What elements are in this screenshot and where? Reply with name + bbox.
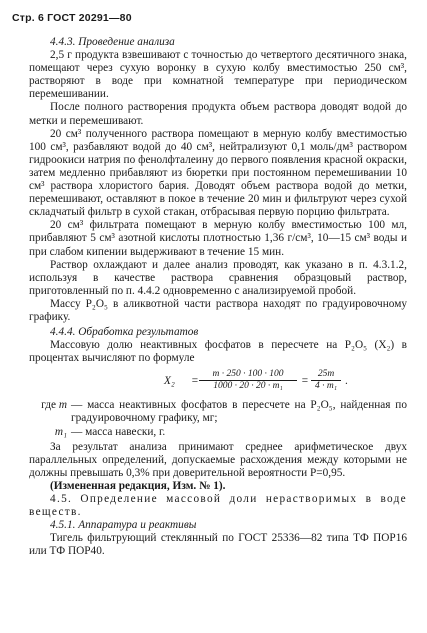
page-header: Стр. 6 ГОСТ 20291—80 bbox=[12, 12, 132, 24]
definition-text: — масса навески, г. bbox=[71, 425, 166, 438]
formula-lhs: X₂ bbox=[164, 375, 175, 388]
section-4-5-1-title: 4.5.1. Аппаратура и реактивы bbox=[50, 519, 197, 532]
paragraph: 20 см³ фильтрата помещают в мерную колбу вместимостью 100 мл, прибавляют 5 см³ азотной кислоты плотностью 1,36 г/см³, 10—15 см³ воды и при слабом кипении выдерживают в течение 15 мин. bbox=[29, 219, 407, 258]
paragraph: Массу P₂O₅ в аликвотной части раствора находят по градуировочному графику. bbox=[29, 297, 407, 323]
formula-end: . bbox=[345, 375, 348, 388]
amendment-note: (Измененная редакция, Изм. № 1). bbox=[50, 479, 226, 492]
fraction-numerator: m · 250 · 100 · 100 bbox=[199, 369, 297, 381]
definition-row bbox=[29, 399, 407, 425]
page-content bbox=[29, 36, 407, 558]
definition-row bbox=[29, 426, 407, 439]
term-symbol: m bbox=[58, 399, 67, 412]
definition-term bbox=[29, 426, 71, 439]
formula-equals: = bbox=[191, 375, 199, 388]
paragraph: Раствор охлаждают и далее анализ проводят, как указано в п. 4.3.1.2, используя в качестве раствора сравнения образцовый раствор, приготовленный по п. 4.4.2 одновременно с анализируемой пробой. bbox=[29, 258, 407, 297]
section-4-5-title: 4.5. Определение массовой доли нерастворимых в воде веществ. bbox=[29, 493, 407, 519]
paragraph: Тигель фильтрующий стеклянный по ГОСТ 25336—82 типа ТФ ПОР16 или ТФ ПОР40. bbox=[29, 532, 407, 558]
definition-term bbox=[29, 399, 71, 425]
formula bbox=[29, 367, 407, 397]
formula-fraction-2 bbox=[311, 369, 341, 392]
definition-text: — масса неактивных фосфатов в пересчете на P₂O₅, найденная по градуировочному графику, мг; bbox=[71, 399, 407, 425]
formula-fraction-1 bbox=[199, 369, 297, 392]
section-4-4-3-title: 4.4.3. Проведение анализа bbox=[50, 36, 175, 48]
term-symbol: m₁ bbox=[54, 425, 67, 438]
paragraph: За результат анализа принимают среднее арифметическое двух параллельных определений, допускаемые расхождения между которыми не должны превышать 0,3% при доверительной вероятности P=0,95. bbox=[29, 440, 407, 479]
paragraph: После полного растворения продукта объем раствора доводят водой до метки и перемешивают. bbox=[29, 101, 407, 127]
section-4-4-4-title: 4.4.4. Обработка результатов bbox=[50, 326, 199, 339]
paragraph: 2,5 г продукта взвешивают с точностью до четвертого десятичного знака, помещают через сухую воронку в сухую колбу вместимостью 250 см³, растворяют в воде при комнатной температуре при периодическом перемешивании. bbox=[29, 49, 407, 101]
fraction-numerator: 25m bbox=[311, 369, 341, 381]
fraction-denominator: 4 · m₁ bbox=[314, 381, 338, 392]
fraction-denominator: 1000 · 20 · 20 · m₁ bbox=[213, 381, 283, 392]
paragraph: Массовую долю неактивных фосфатов в пересчете на P₂O₅ (X₂) в процентах вычисляют по формуле bbox=[29, 339, 407, 365]
paragraph: 20 см³ полученного раствора помещают в мерную колбу вместимостью 100 см³, разбавляют водой до 40 см³, нейтрализуют 0,1 моль/дм³ раствором гидроокиси натрия по фенолфталеину до первого появления красной окраски, затем медленно прибавляют из бюретки при постоянном перемешивании 10 см³ раствора хлористого бария. Доводят объем раствора водой до метки, перемешивают, оставляют в покое в течение 20 мин и фильтруют через сухой складчатый фильтр в сухой стакан, отбрасывая первую порцию фильтрата. bbox=[29, 127, 407, 219]
where-word: где bbox=[41, 399, 56, 412]
formula-equals: = bbox=[301, 375, 309, 388]
